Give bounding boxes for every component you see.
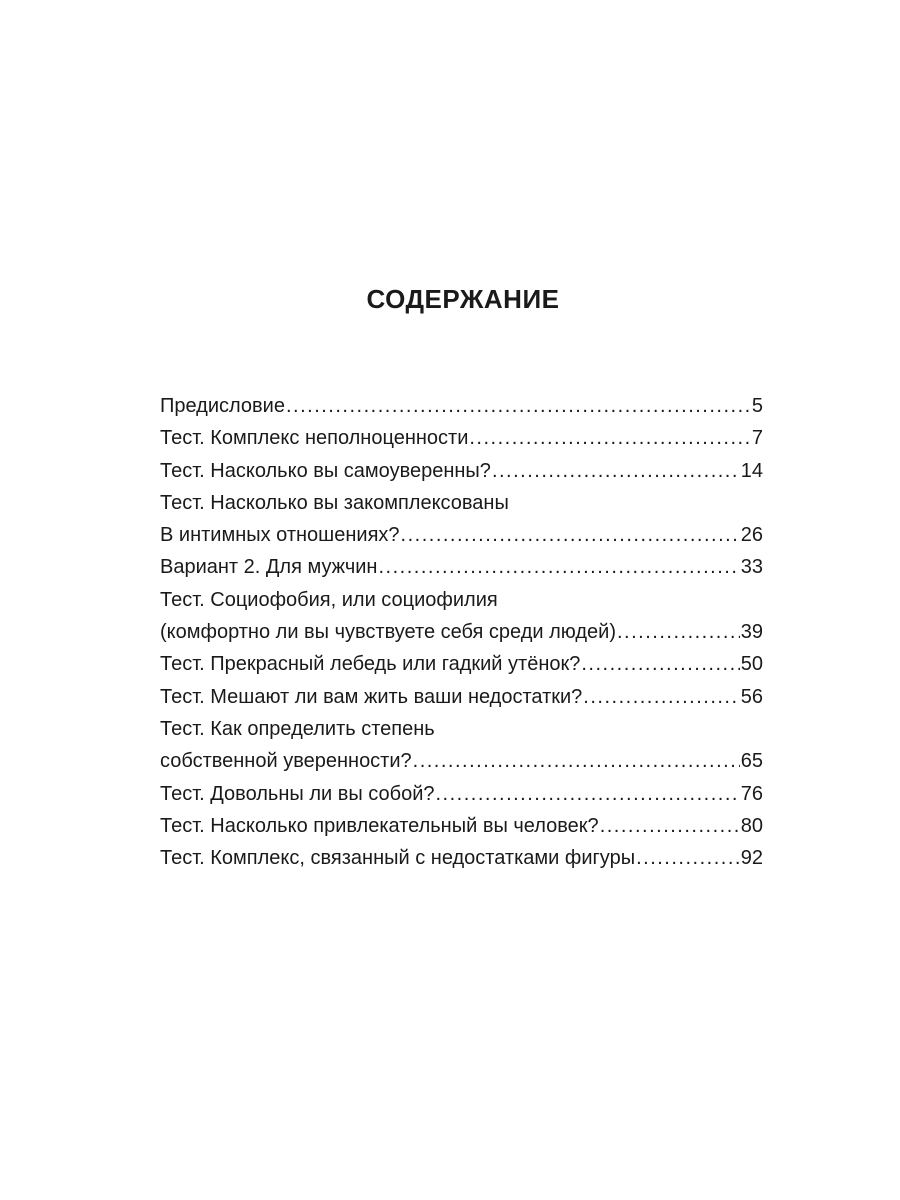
dot-leader	[492, 455, 740, 487]
toc-entry-line	[160, 842, 763, 874]
dot-leader	[583, 681, 739, 713]
toc-entry-line	[160, 455, 763, 487]
toc-page-number: 26	[740, 524, 763, 547]
toc-entry-title: Тест. Насколько вы закомплексованы	[160, 491, 509, 514]
toc-entry	[160, 842, 763, 874]
toc-entry-line	[160, 584, 763, 616]
table-of-contents	[160, 390, 763, 874]
toc-entry-line	[160, 616, 763, 648]
toc-page-number: 65	[740, 750, 763, 773]
toc-page-number: 50	[740, 653, 763, 676]
toc-entry	[160, 681, 763, 713]
toc-entry	[160, 390, 763, 422]
dot-leader	[617, 616, 740, 648]
toc-entry	[160, 551, 763, 583]
toc-entry-title: Тест. Насколько вы самоуверенны?	[160, 459, 491, 482]
toc-entry-title: Тест. Довольны ли вы собой?	[160, 782, 435, 805]
toc-entry-title: Вариант 2. Для мужчин	[160, 556, 378, 579]
toc-entry-line	[160, 713, 763, 745]
toc-entry-title: собственной уверенности?	[160, 750, 412, 773]
toc-entry-line	[160, 487, 763, 519]
toc-page-number: 56	[740, 685, 763, 708]
toc-entry	[160, 648, 763, 680]
toc-entry-title: (комфортно ли вы чувствуете себя среди людей)	[160, 621, 616, 644]
toc-page-number: 39	[740, 621, 763, 644]
toc-entry-title: Тест. Как определить степень	[160, 717, 435, 740]
toc-entry-line	[160, 519, 763, 551]
toc-entry	[160, 778, 763, 810]
toc-page-number: 14	[740, 459, 763, 482]
toc-entry	[160, 810, 763, 842]
dot-leader	[286, 390, 751, 422]
toc-entry-title: Тест. Мешают ли вам жить ваши недостатки?	[160, 685, 583, 708]
toc-page-number: 5	[751, 395, 763, 417]
dot-leader	[378, 551, 739, 583]
dot-leader	[436, 778, 740, 810]
toc-entry-line	[160, 648, 763, 680]
toc-entry	[160, 713, 763, 778]
toc-entry-title: Тест. Социофобия, или социофилия	[160, 588, 498, 611]
toc-entry-title: Тест. Комплекс неполноценности	[160, 427, 469, 450]
toc-page-number: 76	[740, 782, 763, 805]
toc-entry-line	[160, 681, 763, 713]
toc-entry	[160, 455, 763, 487]
toc-entry-title: Тест. Прекрасный лебедь или гадкий утёнок?	[160, 653, 581, 676]
dot-leader	[413, 745, 740, 777]
toc-entry-title: Тест. Насколько привлекательный вы человек?	[160, 814, 599, 837]
toc-entry	[160, 584, 763, 649]
page-title: СОДЕРЖАНИЕ	[366, 284, 560, 314]
toc-page-number: 33	[740, 556, 763, 579]
toc-entry-line	[160, 745, 763, 777]
toc-entry-line	[160, 551, 763, 583]
toc-page-number: 7	[751, 427, 763, 450]
dot-leader	[600, 810, 740, 842]
toc-entry-line	[160, 778, 763, 810]
toc-entry-line	[160, 422, 763, 454]
toc-entry-title: Предисловие	[160, 395, 285, 417]
dot-leader	[401, 519, 740, 551]
toc-entry	[160, 422, 763, 454]
dot-leader	[636, 842, 740, 874]
toc-entry	[160, 487, 763, 552]
toc-entry-line	[160, 390, 763, 422]
toc-entry-title: Тест. Комплекс, связанный с недостатками фигуры	[160, 847, 636, 870]
toc-page-number: 92	[740, 847, 763, 870]
toc-page-number: 80	[740, 814, 763, 837]
toc-entry-title: В интимных отношениях?	[160, 524, 400, 547]
dot-leader	[581, 648, 739, 680]
toc-entry-line	[160, 810, 763, 842]
dot-leader	[469, 422, 751, 454]
